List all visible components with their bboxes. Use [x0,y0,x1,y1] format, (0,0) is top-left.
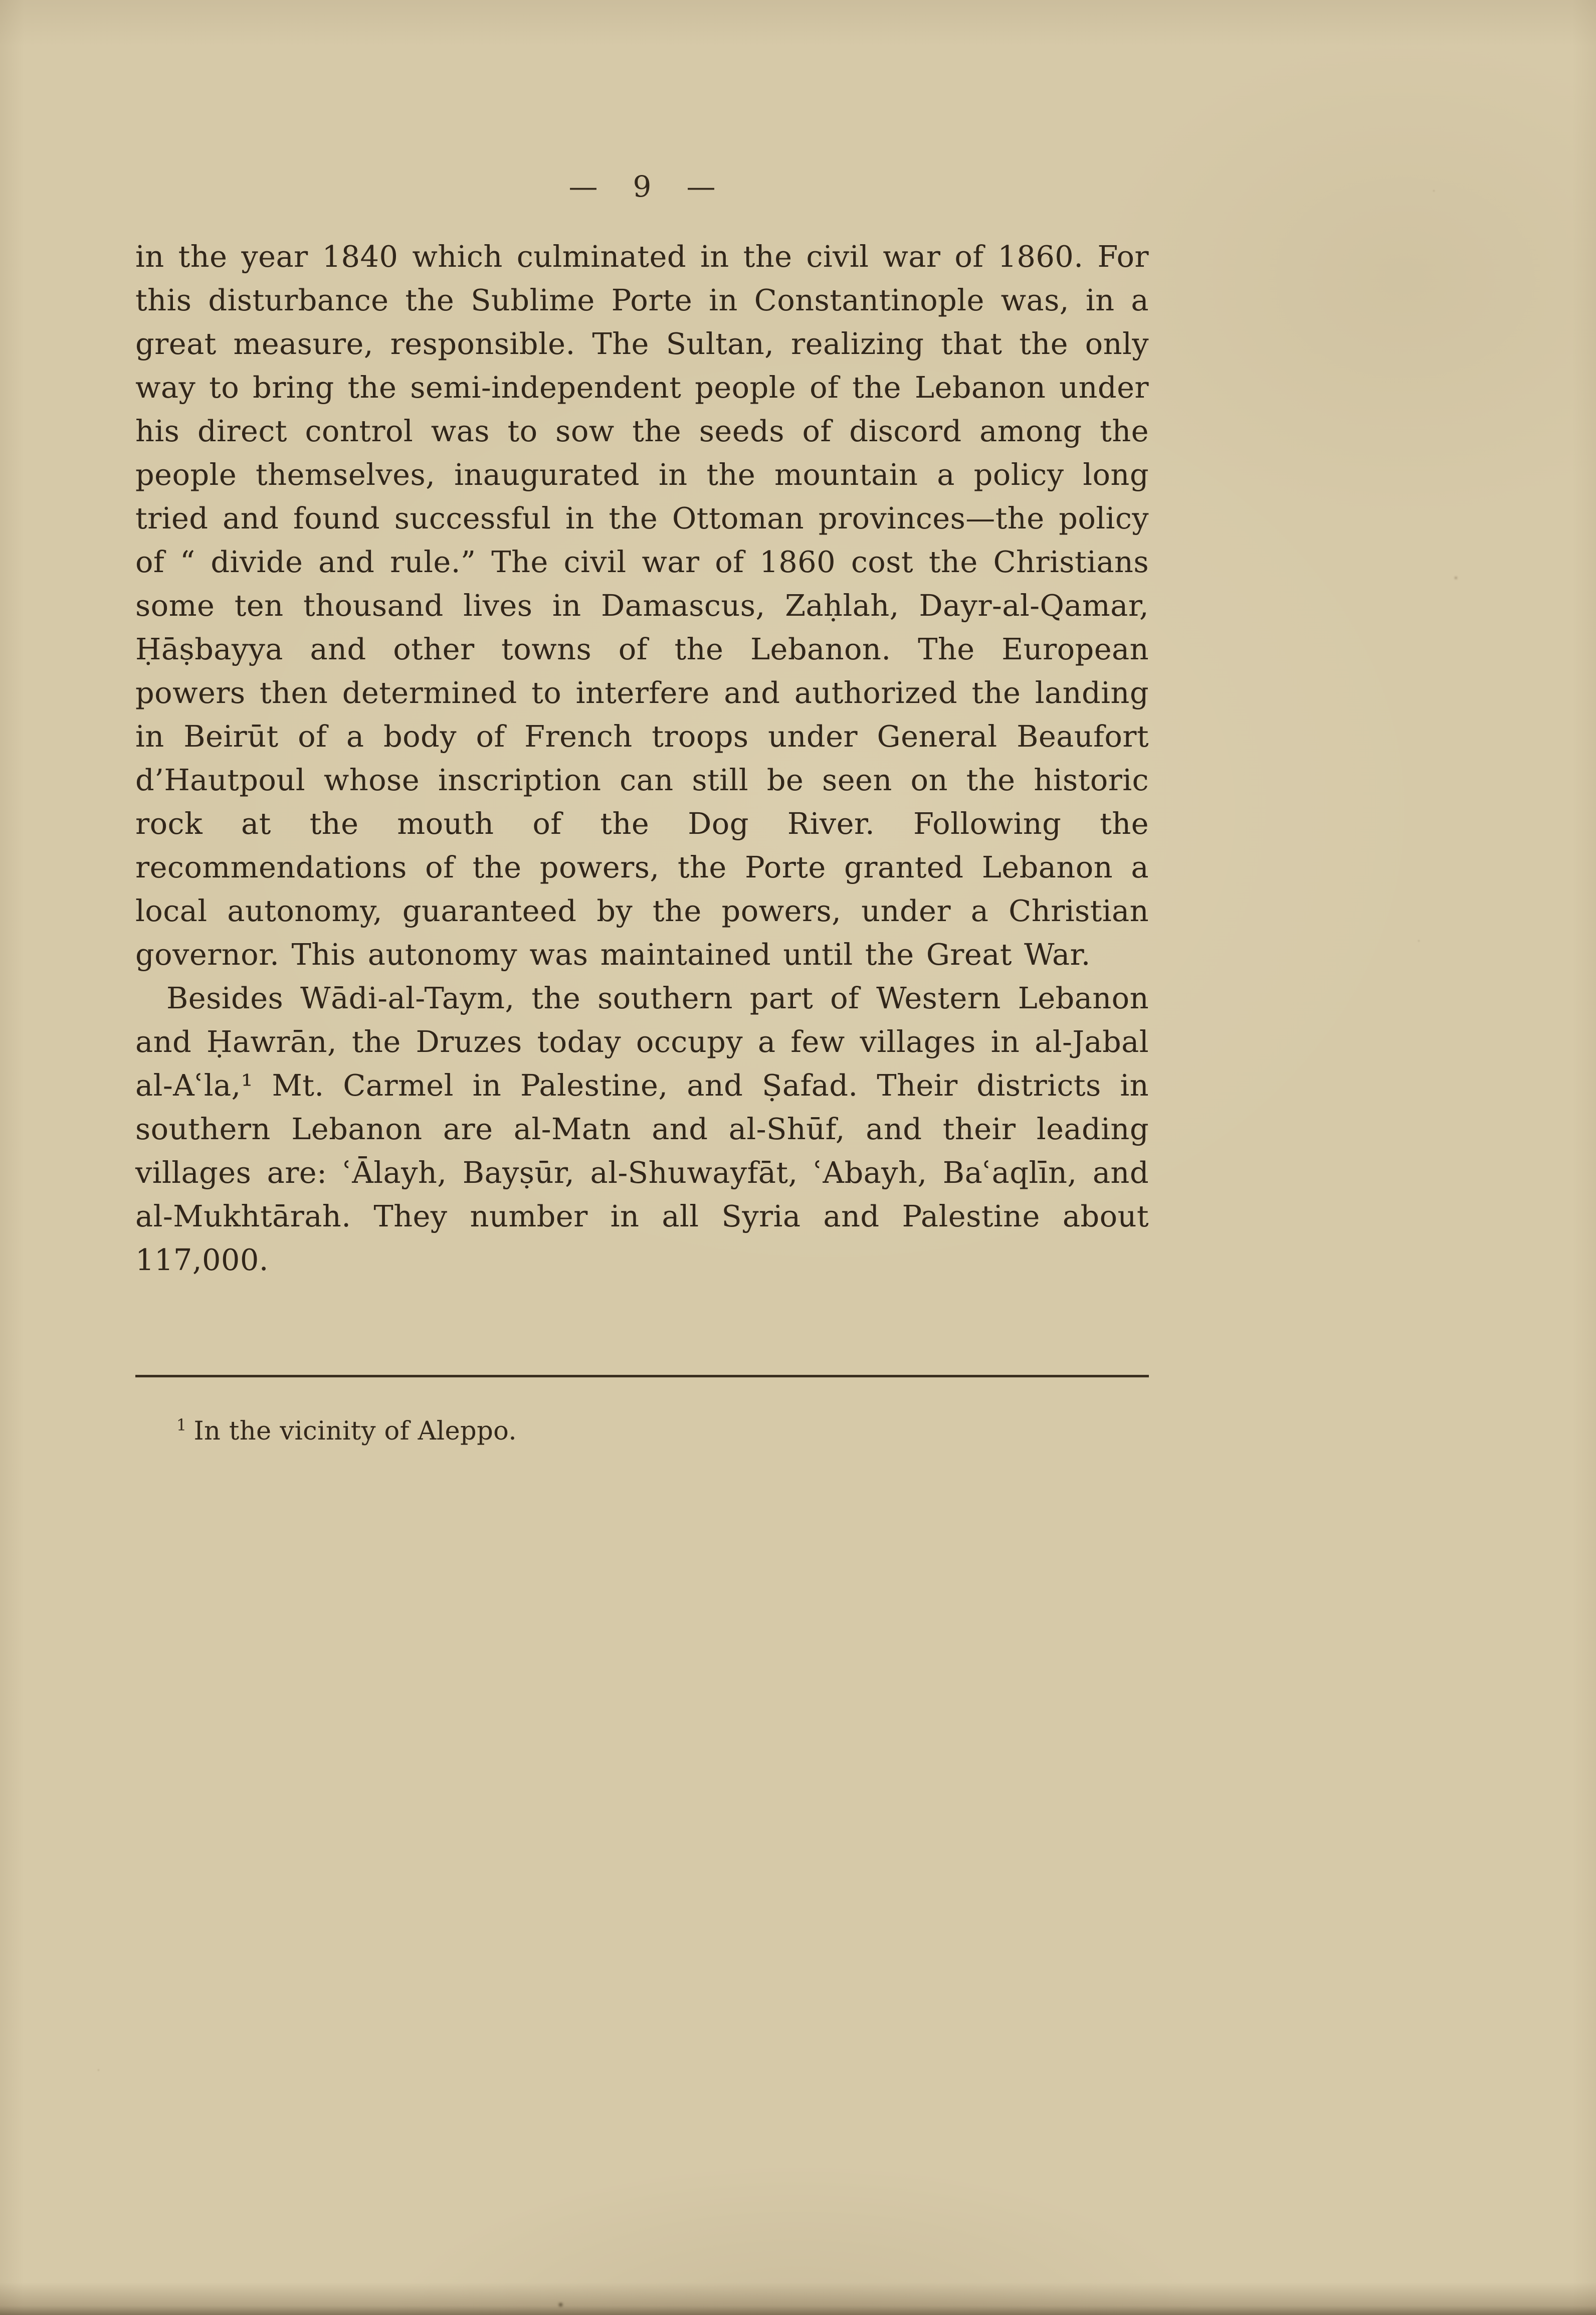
paragraph-2: Besides Wādi-al-Taym, the southern part of Western Lebanon and Ḥawrān, the Druzes today occupy a few villages in al-Jabal al-Aʿla,¹ Mt. Carmel in Palestine, and Ṣafad. Their districts in southern Lebanon are al-Matn and al-Shūf, and their leading villages are: ʿĀlayh, Bayṣūr, al-Shuwayfāt, ʿAbayh, Baʿaqlīn, and al-Mukhtārah. They number in all Syria and Palestine about 117,000. [135,981,1149,1277]
scan-specks [0,0,1,1]
header-left-dash: — [568,169,598,204]
footnote-marker: 1 [176,1416,187,1435]
body-text [135,235,1149,1282]
footnote-rule [135,1375,1149,1377]
page-number: 9 [633,169,652,204]
footnote [135,1408,1149,1449]
paragraph-1: in the year 1840 which culminated in the civil war of 1860. For this disturbance the Sublime Porte in Constantinople was, in a great measure, responsible. The Sultan, realizing that the only way to bring the semi-independent people of the Lebanon under his direct control was to sow the seeds of discord among the people themselves, inaugurated in the mountain a policy long tried and found successful in the Ottoman provinces—the policy of “ divide and rule.” The civil war of 1860 cost the Christians some ten thousand lives in Damascus, Zaḥlah, Dayr-al-Qamar, Ḥāṣbayya and other towns of the Lebanon. The European powers then determined to interfere and authorized the landing in Beirūt of a body of French troops under General Beaufort d’Hautpoul whose inscription can still be seen on the historic rock at the mouth of the Dog River. Following the recommendations of the powers, the Porte granted Lebanon a local autonomy, guaranteed by the powers, under a Christian governor. This autonomy was maintained until the Great War. [135,239,1149,972]
footnote-text: In the vicinity of Aleppo. [193,1416,517,1446]
page-header [135,169,1149,204]
header-right-dash: — [686,169,716,204]
